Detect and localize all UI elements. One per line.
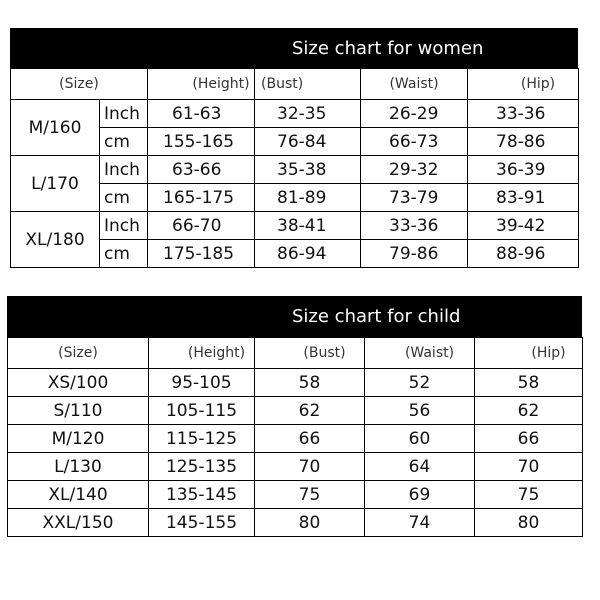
cell-bust: 70 — [255, 453, 365, 481]
unit-label: cm — [100, 128, 148, 156]
cell-height: 175-185 — [148, 240, 255, 268]
table-row — [8, 509, 583, 537]
cell-bust: 62 — [255, 397, 365, 425]
child-chart-title-bar — [7, 296, 582, 337]
cell-height: 95-105 — [149, 369, 255, 397]
size-label: M/120 — [8, 425, 149, 453]
unit-label: cm — [100, 240, 148, 268]
women-size-chart — [10, 28, 578, 268]
cell-height: 66-70 — [148, 212, 255, 240]
child-size-chart — [7, 296, 582, 537]
table-row — [11, 156, 579, 184]
child-header-hip: (Hip) — [475, 338, 583, 369]
table-row — [8, 453, 583, 481]
size-label: S/110 — [8, 397, 149, 425]
cell-bust: 58 — [255, 369, 365, 397]
table-row — [8, 369, 583, 397]
cell-height: 125-135 — [149, 453, 255, 481]
cell-hip: 36-39 — [468, 156, 579, 184]
women-chart-title-bar — [10, 28, 578, 68]
women-size-table — [10, 68, 579, 268]
cell-height: 61-63 — [148, 100, 255, 128]
child-size-table — [7, 337, 583, 537]
women-header-row — [11, 69, 579, 100]
cell-waist: 79-86 — [361, 240, 468, 268]
child-header-row — [8, 338, 583, 369]
cell-waist: 26-29 — [361, 100, 468, 128]
women-header-height: (Height) — [148, 69, 255, 100]
cell-hip: 39-42 — [468, 212, 579, 240]
size-label: M/160 — [11, 100, 100, 156]
unit-label: Inch — [100, 156, 148, 184]
cell-bust: 86-94 — [255, 240, 361, 268]
child-header-size: (Size) — [8, 338, 149, 369]
cell-waist: 73-79 — [361, 184, 468, 212]
child-header-bust: (Bust) — [255, 338, 365, 369]
cell-waist: 29-32 — [361, 156, 468, 184]
size-label: XL/180 — [11, 212, 100, 268]
size-label: XS/100 — [8, 369, 149, 397]
women-header-bust: (Bust) — [255, 69, 361, 100]
size-label: L/130 — [8, 453, 149, 481]
cell-bust: 38-41 — [255, 212, 361, 240]
cell-waist: 64 — [365, 453, 475, 481]
cell-waist: 60 — [365, 425, 475, 453]
cell-hip: 70 — [475, 453, 583, 481]
women-header-size: (Size) — [11, 69, 148, 100]
cell-hip: 80 — [475, 509, 583, 537]
size-label: XXL/150 — [8, 509, 149, 537]
cell-hip: 62 — [475, 397, 583, 425]
women-header-waist: (Waist) — [361, 69, 468, 100]
unit-label: cm — [100, 184, 148, 212]
cell-waist: 52 — [365, 369, 475, 397]
table-row — [8, 397, 583, 425]
table-row — [11, 100, 579, 128]
cell-waist: 56 — [365, 397, 475, 425]
table-row — [11, 212, 579, 240]
child-chart-title: Size chart for child — [292, 306, 461, 327]
cell-waist: 69 — [365, 481, 475, 509]
cell-height: 135-145 — [149, 481, 255, 509]
size-label: L/170 — [11, 156, 100, 212]
cell-bust: 80 — [255, 509, 365, 537]
table-row — [8, 481, 583, 509]
cell-bust: 75 — [255, 481, 365, 509]
child-header-height: (Height) — [149, 338, 255, 369]
cell-waist: 74 — [365, 509, 475, 537]
unit-label: Inch — [100, 212, 148, 240]
women-chart-title: Size chart for women — [292, 37, 484, 59]
cell-height: 165-175 — [148, 184, 255, 212]
cell-bust: 81-89 — [255, 184, 361, 212]
cell-waist: 66-73 — [361, 128, 468, 156]
cell-height: 145-155 — [149, 509, 255, 537]
cell-hip: 78-86 — [468, 128, 579, 156]
child-header-waist: (Waist) — [365, 338, 475, 369]
cell-bust: 66 — [255, 425, 365, 453]
women-header-hip: (Hip) — [468, 69, 579, 100]
cell-height: 63-66 — [148, 156, 255, 184]
cell-hip: 75 — [475, 481, 583, 509]
cell-bust: 35-38 — [255, 156, 361, 184]
cell-bust: 76-84 — [255, 128, 361, 156]
size-label: XL/140 — [8, 481, 149, 509]
table-row — [8, 425, 583, 453]
cell-hip: 88-96 — [468, 240, 579, 268]
cell-bust: 32-35 — [255, 100, 361, 128]
cell-height: 115-125 — [149, 425, 255, 453]
cell-height: 105-115 — [149, 397, 255, 425]
cell-hip: 33-36 — [468, 100, 579, 128]
cell-hip: 66 — [475, 425, 583, 453]
cell-waist: 33-36 — [361, 212, 468, 240]
cell-hip: 83-91 — [468, 184, 579, 212]
cell-hip: 58 — [475, 369, 583, 397]
cell-height: 155-165 — [148, 128, 255, 156]
unit-label: Inch — [100, 100, 148, 128]
